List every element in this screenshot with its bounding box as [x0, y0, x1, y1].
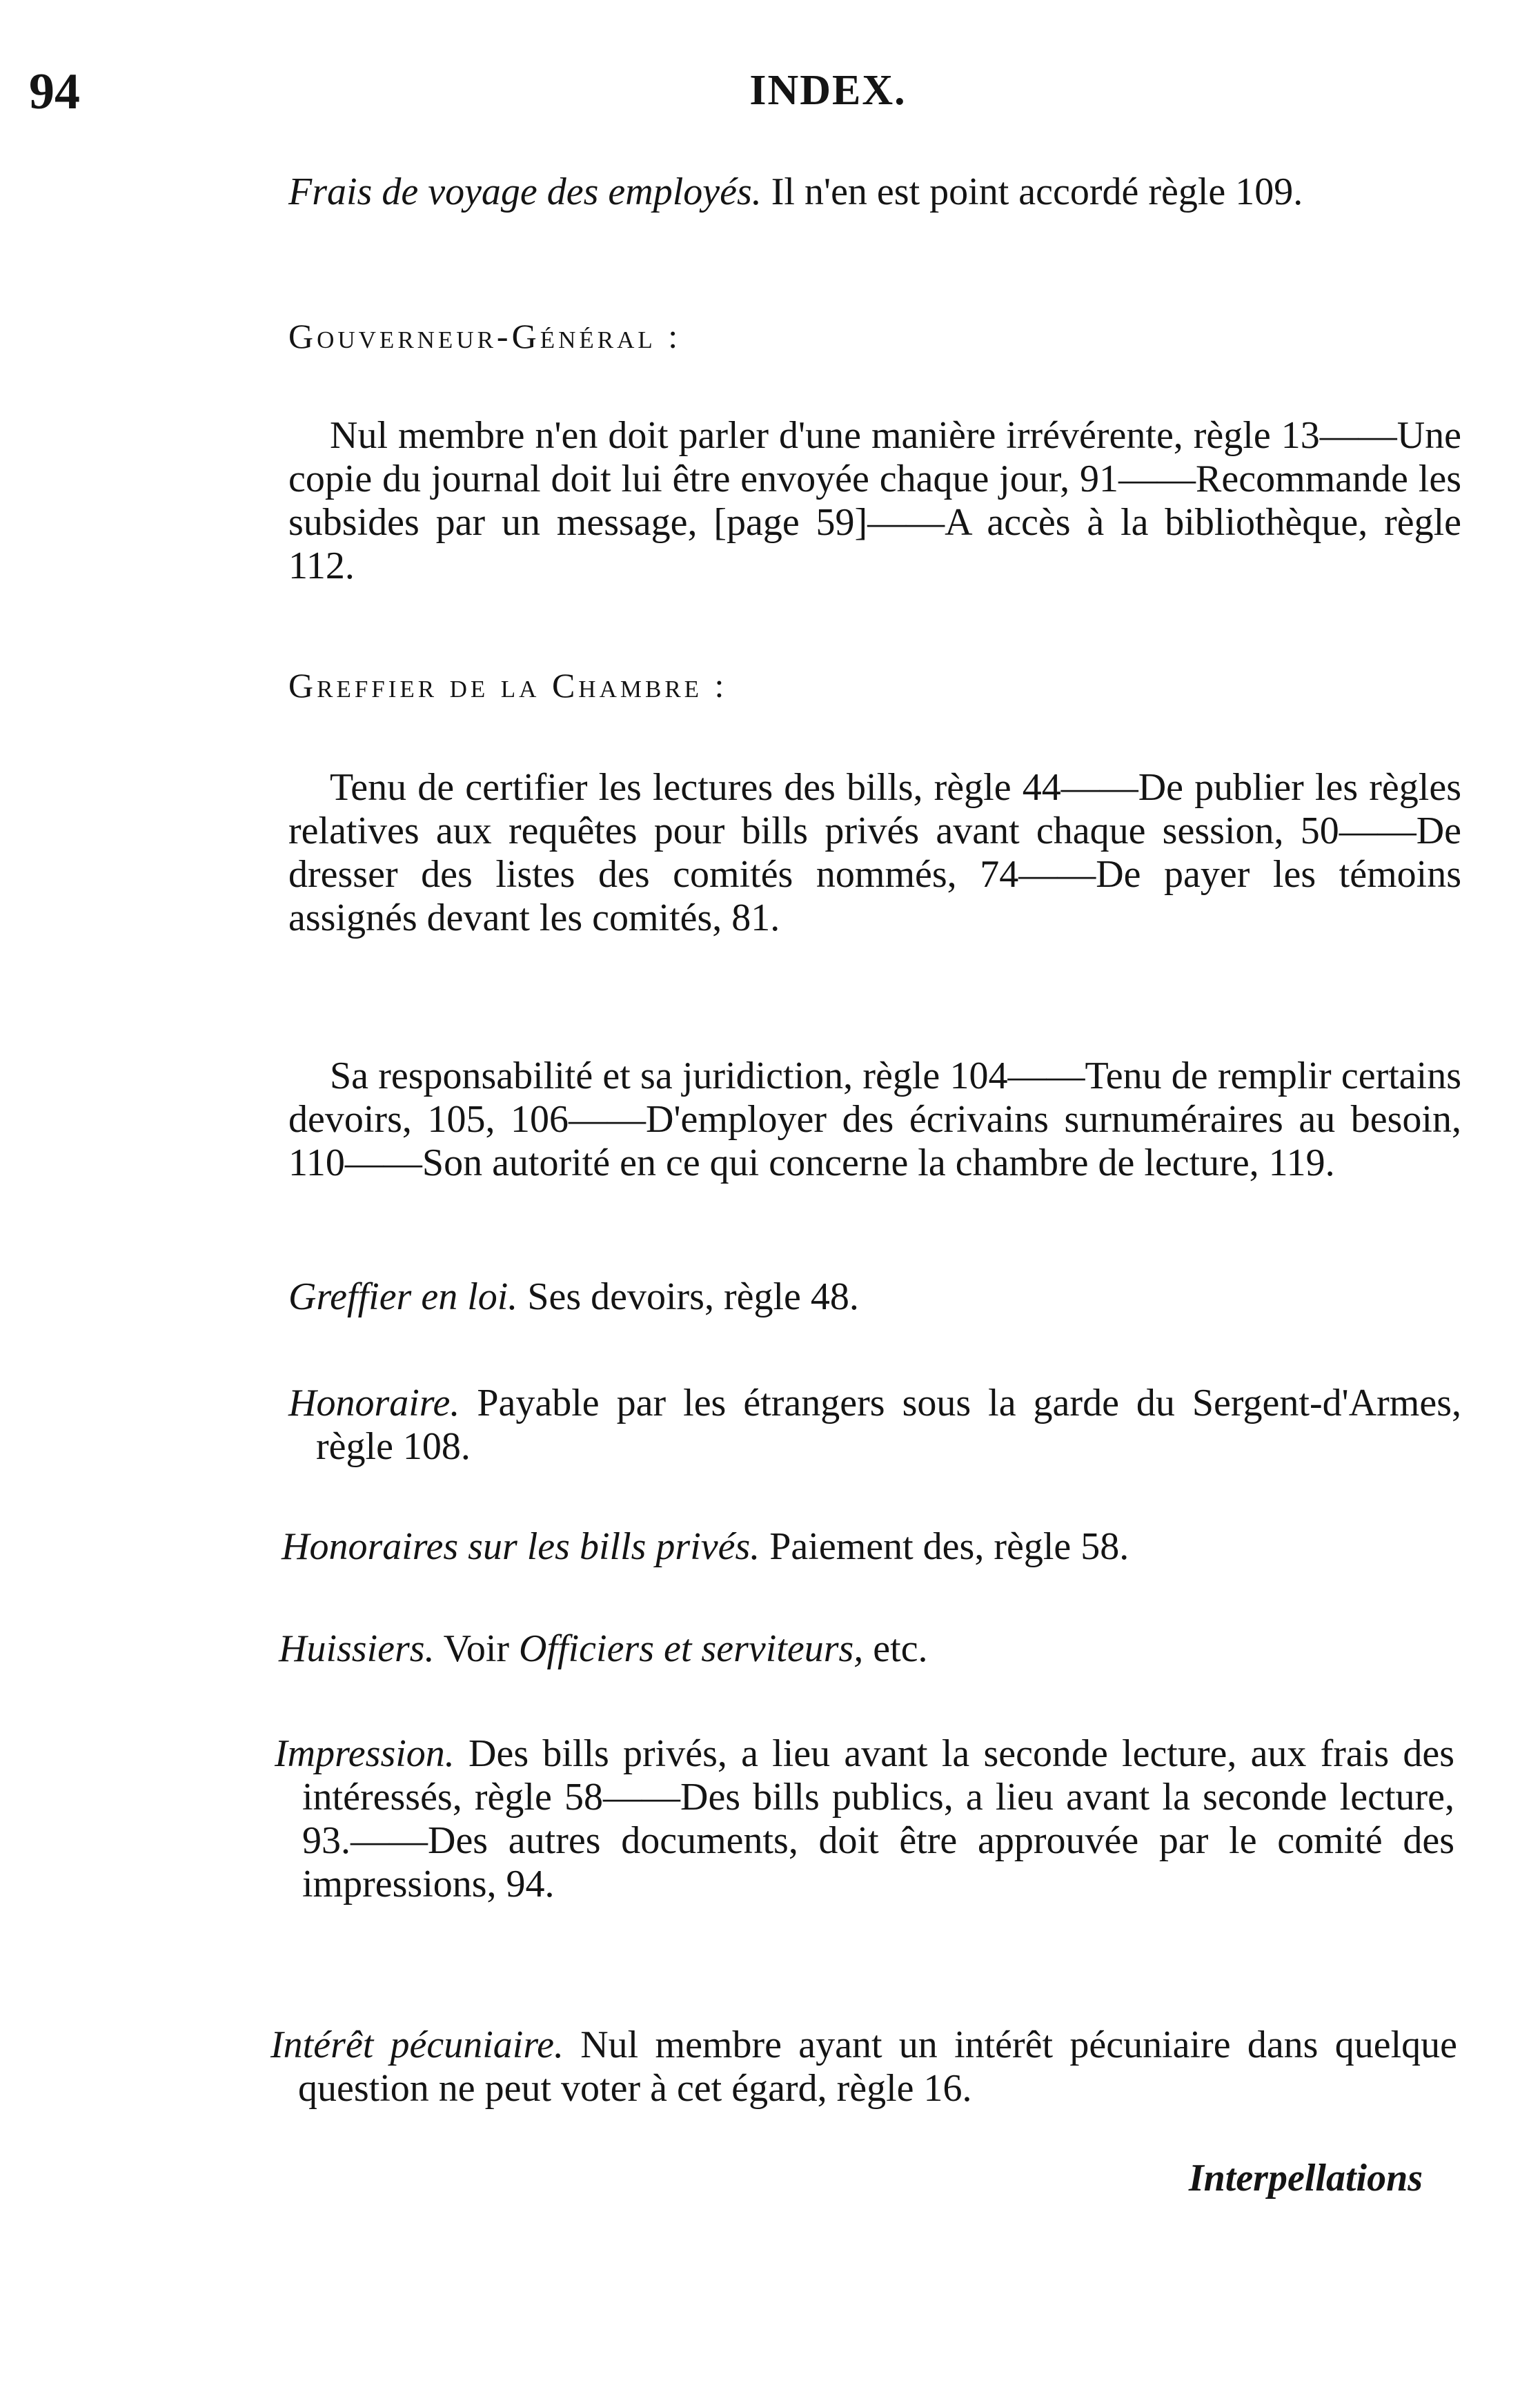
catchword: Interpellations [1188, 2157, 1423, 2199]
running-title: INDEX. [749, 67, 907, 114]
section-paragraph: Sa responsabilité et sa juridiction, règle 104——Tenu de remplir certains devoirs, 105, 106——D'employer des écrivains surnuméraires au besoin, 110——Son autorité en ce qui concerne la chambre de lecture, 119. [288, 1055, 1461, 1184]
entry-term: Intérêt pécuniaire. [270, 2024, 564, 2066]
index-entry-impression [275, 1732, 1454, 1906]
section-body-gouverneur [288, 414, 1461, 588]
entry-term: Impression. [275, 1732, 455, 1775]
section-paragraph: Tenu de certifier les lectures des bills, règle 44——De publier les règles relatives aux requêtes pour bills privés avant chaque session, 50——De dresser des listes des comités nommés, 74——De payer les témoins assignés devant les comités, 81. [288, 766, 1461, 939]
section-body-greffier-2 [288, 1055, 1461, 1185]
section-heading-gouverneur: Gouverneur-Général : [288, 317, 682, 355]
cross-reference: Officiers et serviteurs, [519, 1627, 864, 1670]
entry-text: Payable par les étrangers sous la garde du Sergent-d'Armes, règle 108. [316, 1382, 1462, 1468]
entry-text: etc. [873, 1627, 928, 1670]
index-entry-frais [288, 170, 1461, 214]
index-entry-honoraire [288, 1382, 1461, 1469]
entry-text: Des bills privés, a lieu avant la seconde lecture, aux frais des intéressés, règle 58——Des bills publics, a lieu avant la seconde lecture, 93.——Des autres documents, doit être approuvée par le comité des impressions, 94. [302, 1732, 1455, 1905]
section-body-greffier [288, 766, 1461, 940]
entry-term: Frais de voyage des employés. [288, 170, 762, 213]
section-paragraph: Nul membre n'en doit parler d'une manière irrévérente, règle 13——Une copie du journal doit lui être envoyée chaque jour, 91——Recommande les subsides par un message, [page 59]——A accès à la bibliothèque, règle 112. [288, 414, 1461, 587]
section-heading-greffier: Greffier de la Chambre : [288, 666, 728, 705]
entry-term: Greffier en loi. [288, 1275, 518, 1318]
entry-text: Paiement des, règle 58. [769, 1525, 1129, 1568]
entry-text: Il n'en est point accordé règle 109. [771, 170, 1303, 213]
index-entry-interet [270, 2024, 1457, 2110]
entry-text: Voir [443, 1627, 510, 1670]
index-entry-honoraires-bills [282, 1525, 1461, 1569]
entry-text: Nul membre ayant un intérêt pécuniaire dans quelque question ne peut voter à cet égard, règle 16. [298, 2024, 1458, 2110]
index-entry-greffier-en-loi [288, 1275, 1461, 1319]
entry-term: Honoraires sur les bills privés. [282, 1525, 760, 1568]
index-entry-huissiers [279, 1627, 1459, 1671]
entry-term: Honoraire. [288, 1382, 460, 1424]
entry-text: Ses devoirs, règle 48. [527, 1275, 859, 1318]
entry-term: Huissiers. [279, 1627, 435, 1670]
page-number: 94 [29, 63, 80, 120]
